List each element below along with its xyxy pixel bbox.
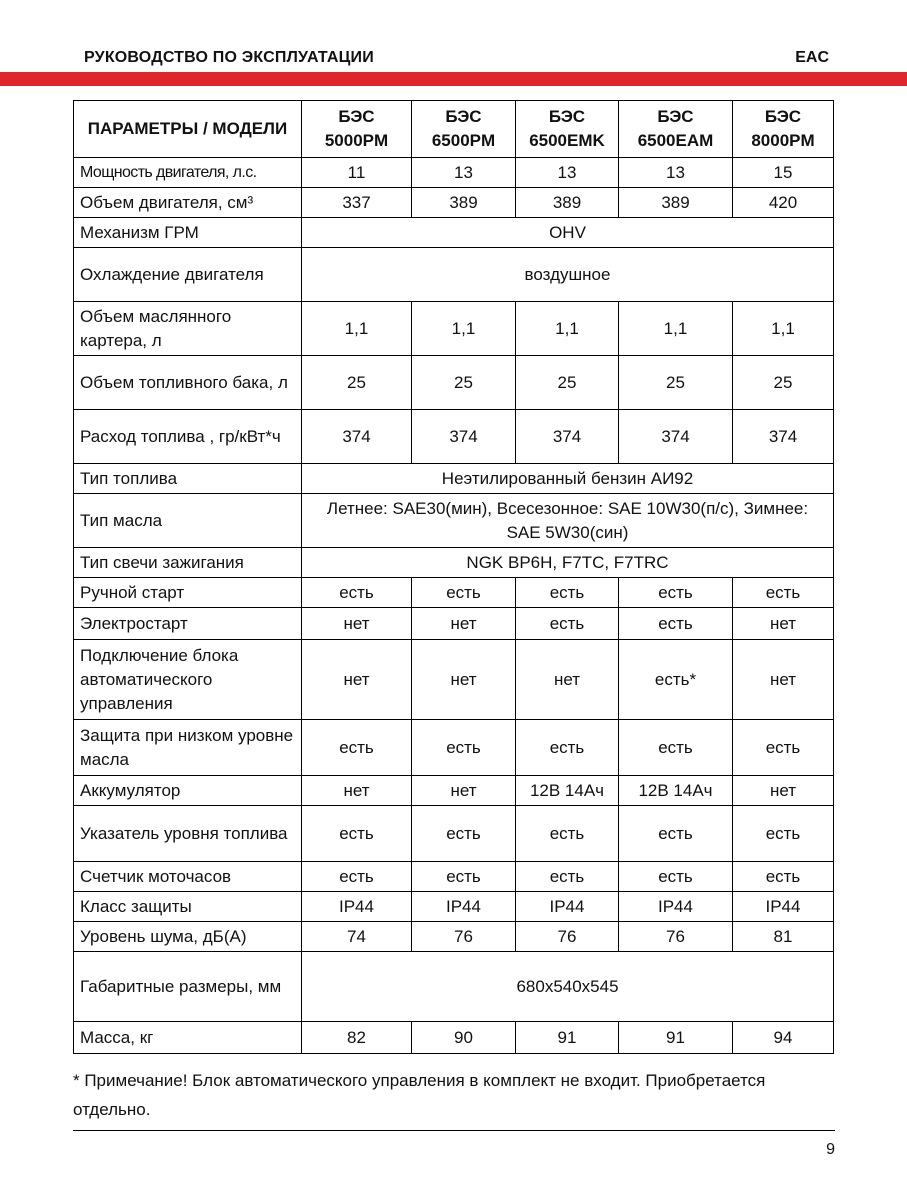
value-cell: 12В 14Ач (619, 776, 733, 806)
table-row (74, 922, 834, 952)
page-number: 9 (826, 1141, 835, 1158)
footer-rule (73, 1130, 835, 1131)
value-cell: 76 (619, 922, 733, 952)
param-cell: Ручной старт (74, 578, 302, 608)
value-cell: 374 (302, 410, 412, 464)
value-cell: 11 (302, 158, 412, 188)
table-row (74, 608, 834, 640)
value-cell: нет (733, 640, 834, 720)
table-row (74, 248, 834, 302)
value-cell: 25 (619, 356, 733, 410)
value-cell: IP44 (733, 892, 834, 922)
value-cell: есть (619, 578, 733, 608)
value-cell: нет (302, 608, 412, 640)
value-cell: есть (412, 862, 516, 892)
value-cell: 389 (619, 188, 733, 218)
param-cell: Счетчик моточасов (74, 862, 302, 892)
value-cell: есть (619, 806, 733, 862)
value-cell: есть (412, 720, 516, 776)
value-cell: 81 (733, 922, 834, 952)
spec-table-body (74, 158, 834, 1054)
merged-value-cell: Летнее: SAE30(мин), Всесезонное: SAE 10W30(п/с), Зимнее: SAE 5W30(син) (302, 494, 834, 548)
param-cell: Механизм ГРМ (74, 218, 302, 248)
value-cell: нет (733, 608, 834, 640)
value-cell: 91 (619, 1022, 733, 1054)
value-cell: 13 (516, 158, 619, 188)
param-cell: Защита при низком уровне масла (74, 720, 302, 776)
table-row (74, 188, 834, 218)
param-cell: Уровень шума, дБ(А) (74, 922, 302, 952)
merged-value-cell: воздушное (302, 248, 834, 302)
value-cell: 91 (516, 1022, 619, 1054)
value-cell: есть (516, 608, 619, 640)
table-row (74, 806, 834, 862)
value-cell: есть (733, 862, 834, 892)
value-cell: IP44 (516, 892, 619, 922)
param-cell: Мощность двигателя, л.с. (74, 158, 302, 188)
value-cell: нет (302, 776, 412, 806)
param-cell: Подключение блока автоматического управления (74, 640, 302, 720)
value-cell: нет (412, 640, 516, 720)
value-cell: IP44 (412, 892, 516, 922)
merged-value-cell: 680x540x545 (302, 952, 834, 1022)
value-cell: есть (619, 862, 733, 892)
value-cell: 94 (733, 1022, 834, 1054)
value-cell: 374 (733, 410, 834, 464)
table-row (74, 640, 834, 720)
table-row (74, 494, 834, 548)
param-cell: Объем топливного бака, л (74, 356, 302, 410)
value-cell: есть (302, 720, 412, 776)
param-header: ПАРАМЕТРЫ / МОДЕЛИ (74, 101, 302, 158)
model-header: БЭС 6500EAM (619, 101, 733, 158)
red-header-bar (0, 72, 907, 86)
value-cell: 76 (412, 922, 516, 952)
value-cell: есть (516, 806, 619, 862)
param-cell: Объем двигателя, см³ (74, 188, 302, 218)
value-cell: 25 (302, 356, 412, 410)
param-cell: Габаритные размеры, мм (74, 952, 302, 1022)
value-cell: IP44 (302, 892, 412, 922)
value-cell: 1,1 (516, 302, 619, 356)
value-cell: 25 (733, 356, 834, 410)
table-row (74, 302, 834, 356)
merged-value-cell: OHV (302, 218, 834, 248)
value-cell: 76 (516, 922, 619, 952)
table-row (74, 720, 834, 776)
param-cell: Масса, кг (74, 1022, 302, 1054)
param-cell: Тип топлива (74, 464, 302, 494)
value-cell: 90 (412, 1022, 516, 1054)
merged-value-cell: NGK BP6H, F7TC, F7TRC (302, 548, 834, 578)
value-cell: есть (619, 608, 733, 640)
value-cell: есть (412, 806, 516, 862)
spec-table (73, 100, 834, 1054)
value-cell: есть (619, 720, 733, 776)
value-cell: 1,1 (733, 302, 834, 356)
eac-mark: EAC (795, 49, 829, 66)
value-cell: есть (733, 806, 834, 862)
value-cell: 374 (619, 410, 733, 464)
value-cell: 13 (619, 158, 733, 188)
table-header-row (74, 101, 834, 158)
value-cell: нет (302, 640, 412, 720)
value-cell: нет (412, 608, 516, 640)
table-row (74, 218, 834, 248)
model-header: БЭС 6500EMK (516, 101, 619, 158)
value-cell: нет (733, 776, 834, 806)
model-header: БЭС 5000PM (302, 101, 412, 158)
value-cell: нет (516, 640, 619, 720)
param-cell: Аккумулятор (74, 776, 302, 806)
value-cell: 1,1 (302, 302, 412, 356)
param-cell: Электростарт (74, 608, 302, 640)
value-cell: есть (733, 578, 834, 608)
param-cell: Охлаждение двигателя (74, 248, 302, 302)
table-row (74, 952, 834, 1022)
value-cell: есть (516, 720, 619, 776)
value-cell: IP44 (619, 892, 733, 922)
table-row (74, 1022, 834, 1054)
table-row (74, 410, 834, 464)
value-cell: есть (302, 862, 412, 892)
merged-value-cell: Неэтилированный бензин АИ92 (302, 464, 834, 494)
value-cell: 13 (412, 158, 516, 188)
header-title: РУКОВОДСТВО ПО ЭКСПЛУАТАЦИИ (84, 49, 374, 66)
value-cell: есть (302, 578, 412, 608)
param-cell: Объем маслянного картера, л (74, 302, 302, 356)
param-cell: Расход топлива , гр/кВт*ч (74, 410, 302, 464)
param-cell: Класс защиты (74, 892, 302, 922)
value-cell: 374 (516, 410, 619, 464)
value-cell: 12В 14Ач (516, 776, 619, 806)
value-cell: 374 (412, 410, 516, 464)
value-cell: 25 (412, 356, 516, 410)
table-row (74, 776, 834, 806)
table-row (74, 356, 834, 410)
table-row (74, 578, 834, 608)
value-cell: есть (412, 578, 516, 608)
footnote: * Примечание! Блок автоматического управления в комплект не входит. Приобретается отдельно. (73, 1071, 766, 1119)
value-cell: есть (516, 578, 619, 608)
table-row (74, 464, 834, 494)
value-cell: 389 (516, 188, 619, 218)
model-header: БЭС 8000PM (733, 101, 834, 158)
param-cell: Указатель уровня топлива (74, 806, 302, 862)
table-row (74, 892, 834, 922)
value-cell: есть (733, 720, 834, 776)
value-cell: 25 (516, 356, 619, 410)
value-cell: 389 (412, 188, 516, 218)
model-header: БЭС 6500PM (412, 101, 516, 158)
table-row (74, 862, 834, 892)
table-row (74, 158, 834, 188)
param-cell: Тип масла (74, 494, 302, 548)
value-cell: есть (302, 806, 412, 862)
value-cell: есть (516, 862, 619, 892)
value-cell: 337 (302, 188, 412, 218)
value-cell: 1,1 (412, 302, 516, 356)
table-row (74, 548, 834, 578)
value-cell: 82 (302, 1022, 412, 1054)
value-cell: есть* (619, 640, 733, 720)
value-cell: 74 (302, 922, 412, 952)
param-cell: Тип свечи зажигания (74, 548, 302, 578)
value-cell: 1,1 (619, 302, 733, 356)
value-cell: 420 (733, 188, 834, 218)
value-cell: 15 (733, 158, 834, 188)
value-cell: нет (412, 776, 516, 806)
